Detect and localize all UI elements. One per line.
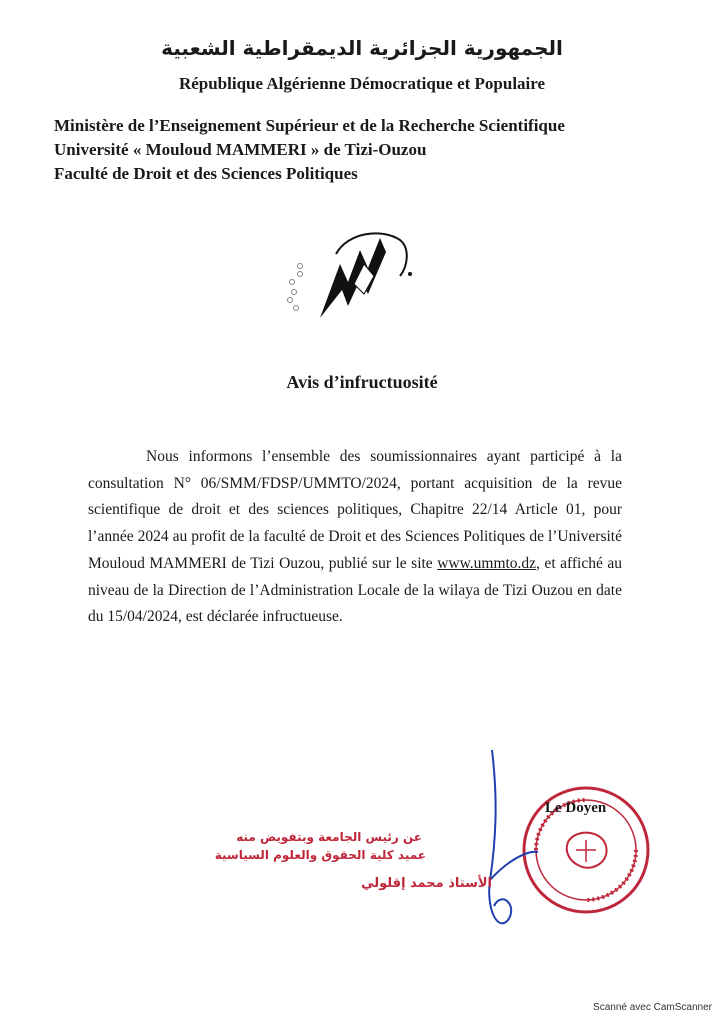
seal-dean-line: عميد كلية الحقوق والعلوم السياسية — [214, 848, 426, 862]
arabic-republic-title: الجمهورية الجزائرية الديمقراطية الشعبية — [161, 36, 563, 60]
website-link[interactable]: www.ummto.dz — [437, 554, 537, 572]
scanner-watermark: Scanné avec CamScanner — [593, 1002, 712, 1013]
faculty-line: Faculté de Droit et des Sciences Politiques — [54, 164, 358, 183]
notice-text-after-link: , et affiché au niveau de la Direction de l’Administration Locale de la wilaya de Tizi Ouzou en date du 15/04/2024, est déclarée infructueuse. — [88, 554, 622, 626]
document-title: Avis d’infructuosité — [286, 372, 438, 392]
french-republic-title: République Algérienne Démocratique et Populaire — [178, 74, 546, 93]
seal-delegation-line: عن رئيس الجامعة وبتفويض منه — [236, 830, 422, 844]
notice-body — [88, 444, 622, 631]
notice-text-before-link: Nous informons l’ensemble des soumissionnaires ayant participé à la consultation N° 06/SMM/FDSP/UMMTO/2024, portant acquisition de la revue scientifique de droit et des sciences politiques, Chapitre 22/14 Article 01, pour l’année 2024 au profit de la faculté de Droit et des Sciences Politiques de l’Université Mouloud MAMMERI de Tizi Ouzou, publié sur le site — [88, 448, 622, 572]
university-line: Université « Mouloud MAMMERI » de Tizi-Ouzou — [54, 140, 427, 159]
signer-title: Le Doyen — [545, 800, 607, 816]
seal-name-line: الأستاذ محمد إقلولي — [361, 876, 492, 891]
signature-mark-icon — [468, 740, 548, 940]
ministry-line: Ministère de l’Enseignement Supérieur et de la Recherche Scientifique — [54, 116, 565, 135]
university-logo-icon — [282, 224, 422, 324]
